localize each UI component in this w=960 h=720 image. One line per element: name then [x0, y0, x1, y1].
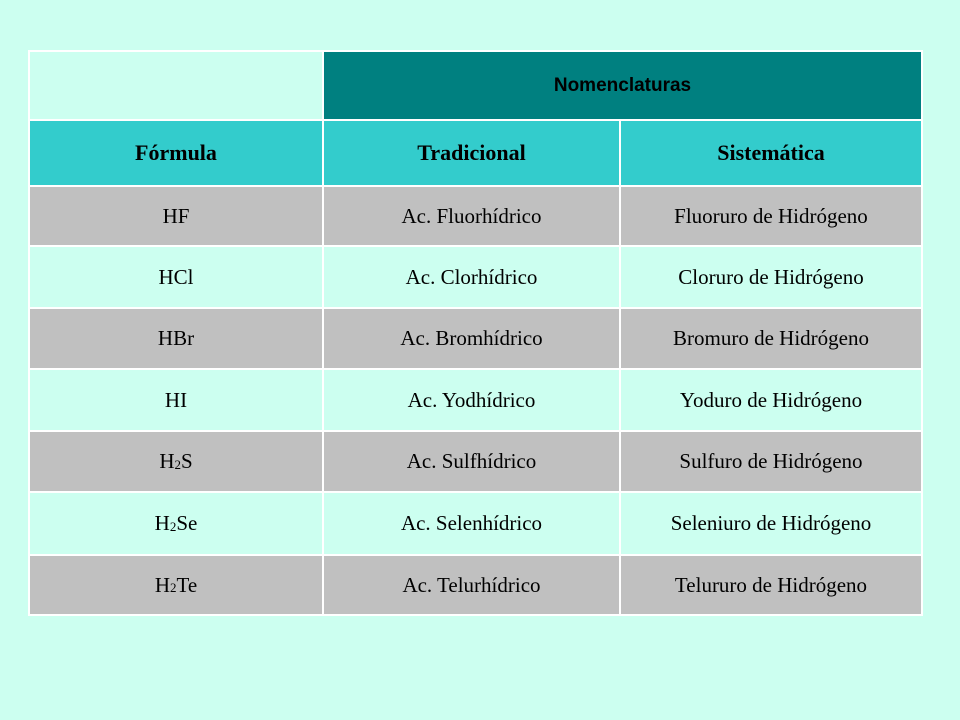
tradicional-cell: Ac. Selenhídrico	[324, 493, 619, 554]
tradicional-cell: Ac. Clorhídrico	[324, 247, 619, 307]
column-header-formula: Fórmula	[30, 121, 322, 185]
formula-cell: H $_2$ Se	[30, 493, 322, 554]
top-left-blank-cell	[30, 52, 322, 119]
column-header-sistematica: Sistemática	[621, 121, 921, 185]
sistematica-cell: Fluoruro de Hidrógeno	[621, 187, 921, 245]
formula-cell: HI	[30, 370, 322, 430]
nomenclaturas-header: Nomenclaturas	[324, 52, 921, 119]
tradicional-cell: Ac. Yodhídrico	[324, 370, 619, 430]
formula-cell: HBr	[30, 309, 322, 368]
sistematica-cell: Seleniuro de Hidrógeno	[621, 493, 921, 554]
tradicional-cell: Ac. Telurhídrico	[324, 556, 619, 614]
formula-base: H	[159, 449, 175, 473]
sistematica-cell: Telururo de Hidrógeno	[621, 556, 921, 614]
formula-cell: H $_2$ Te	[30, 556, 322, 614]
formula-element: Te	[176, 572, 198, 597]
formula-cell: H $_2$ S	[30, 432, 322, 491]
sistematica-cell: Yoduro de Hidrógeno	[621, 370, 921, 430]
tradicional-cell: Ac. Bromhídrico	[324, 309, 619, 368]
tradicional-cell: Ac. Sulfhídrico	[324, 432, 619, 491]
formula-base: H	[154, 511, 170, 535]
formula-element: Se	[176, 511, 198, 535]
sistematica-cell: Sulfuro de Hidrógeno	[621, 432, 921, 491]
sistematica-cell: Cloruro de Hidrógeno	[621, 247, 921, 307]
formula-cell: HF	[30, 187, 322, 245]
formula-element: S	[180, 449, 193, 473]
column-header-tradicional: Tradicional	[324, 121, 619, 185]
nomenclature-table	[28, 50, 923, 616]
tradicional-cell: Ac. Fluorhídrico	[324, 187, 619, 245]
formula-cell: HCl	[30, 247, 322, 307]
sistematica-cell: Bromuro de Hidrógeno	[621, 309, 921, 368]
formula-base: H	[154, 572, 170, 597]
